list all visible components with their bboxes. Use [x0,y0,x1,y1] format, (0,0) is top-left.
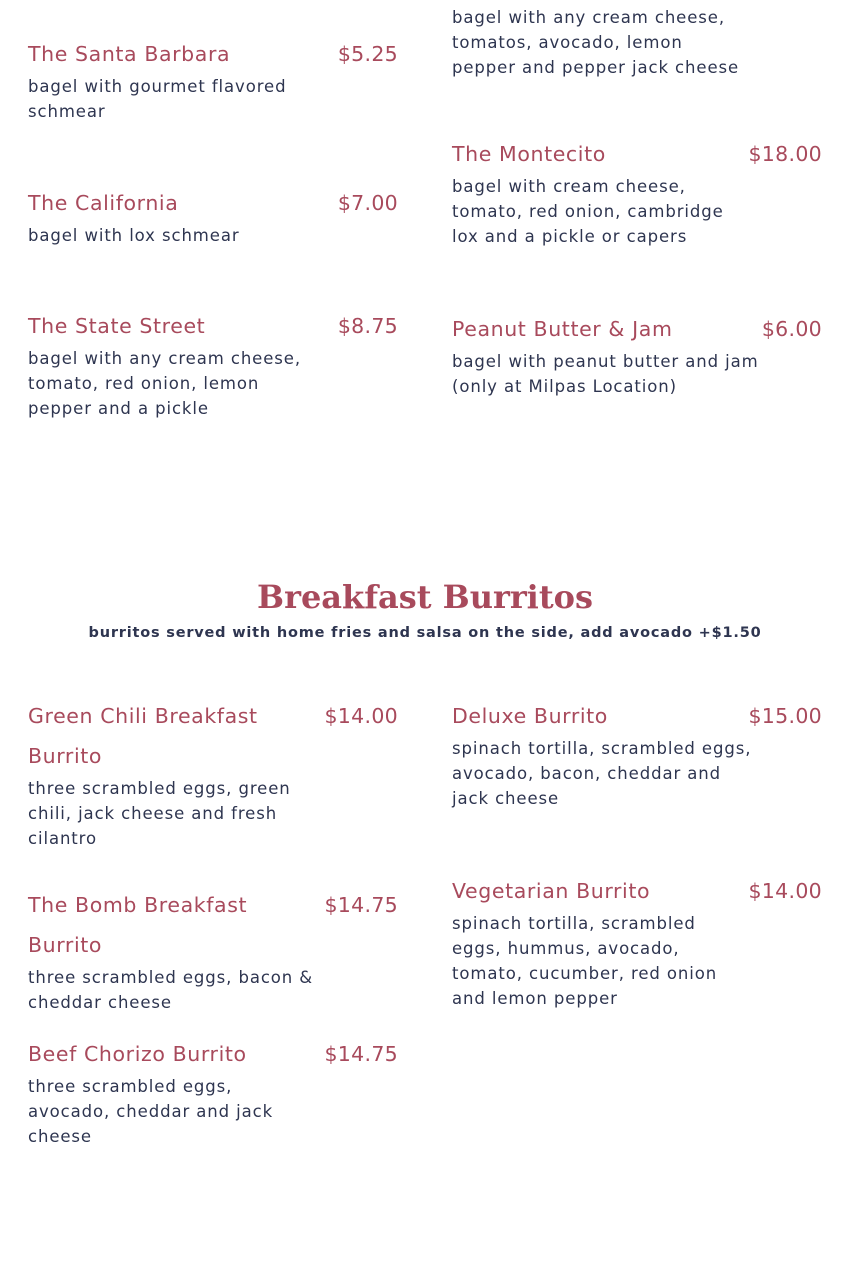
item-header [28,1034,398,1074]
item-header [28,696,398,776]
item-price: $7.00 [337,191,398,215]
item-name: The California [28,191,179,215]
item-name: Peanut Butter & Jam [452,317,673,341]
menu-item-deluxe-burrito [452,696,822,811]
item-description: spinach tortilla, scrambled eggs, hummus, avocado, tomato, cucumber, red onion and lemon pepper [452,914,718,1008]
item-description: bagel with peanut butter and jam (only at Milpas Location) [452,352,759,396]
menu-item-vegetarian-burrito [452,871,822,1011]
menu-item-state-street [28,306,398,421]
section-title: Breakfast Burritos [257,578,593,616]
item-price: $14.75 [324,893,398,917]
item-description: three scrambled eggs, green chili, jack cheese and fresh cilantro [28,779,291,848]
item-name: Vegetarian Burrito [452,879,651,903]
item-header [28,306,398,346]
item-description: bagel with any cream cheese, tomatos, avocado, lemon pepper and pepper jack cheese [452,8,740,77]
menu-item-beef-chorizo-burrito [28,1034,398,1149]
item-name: Beef Chorizo Burrito [28,1042,247,1066]
item-price: $14.00 [324,704,398,728]
item-price: $14.75 [324,1042,398,1066]
item-header [28,34,398,74]
menu-item-california [28,183,398,248]
item-header [452,134,822,174]
item-description: bagel with cream cheese, tomato, red onion, cambridge lox and a pickle or capers [452,177,724,246]
item-price: $14.00 [748,879,822,903]
item-header [28,885,398,965]
item-description: bagel with lox schmear [28,226,240,245]
item-description: three scrambled eggs, avocado, cheddar and jack cheese [28,1077,274,1146]
item-name: The State Street [28,314,206,338]
item-price: $8.75 [337,314,398,338]
item-name: Deluxe Burrito [452,704,608,728]
item-name: The Montecito [452,142,606,166]
menu-item-green-chili-burrito [28,696,398,851]
item-price: $15.00 [748,704,822,728]
item-name: The Bomb Breakfast Burrito [28,893,248,957]
menu-item-peanut-butter-jam [452,309,822,399]
item-description: bagel with gourmet flavored schmear [28,77,287,121]
item-price: $6.00 [761,317,822,341]
item-header [452,696,822,736]
section-subtitle: burritos served with home fries and salsa on the side, add avocado +$1.50 [88,625,762,641]
item-header [452,871,822,911]
item-description: spinach tortilla, scrambled eggs, avocado, bacon, cheddar and jack cheese [452,739,752,808]
item-name: The Santa Barbara [28,42,231,66]
item-name: Green Chili Breakfast Burrito [28,704,258,768]
menu-item-santa-barbara [28,34,398,124]
item-header [452,309,822,349]
item-header [28,183,398,223]
item-description: bagel with any cream cheese, tomato, red onion, lemon pepper and a pickle [28,349,301,418]
item-description: three scrambled eggs, bacon & cheddar cheese [28,968,314,1012]
menu-item-montecito [452,134,822,249]
menu-item-bomb-burrito [28,885,398,1015]
menu-item-partial [452,5,822,80]
item-price: $5.25 [337,42,398,66]
item-price: $18.00 [748,142,822,166]
